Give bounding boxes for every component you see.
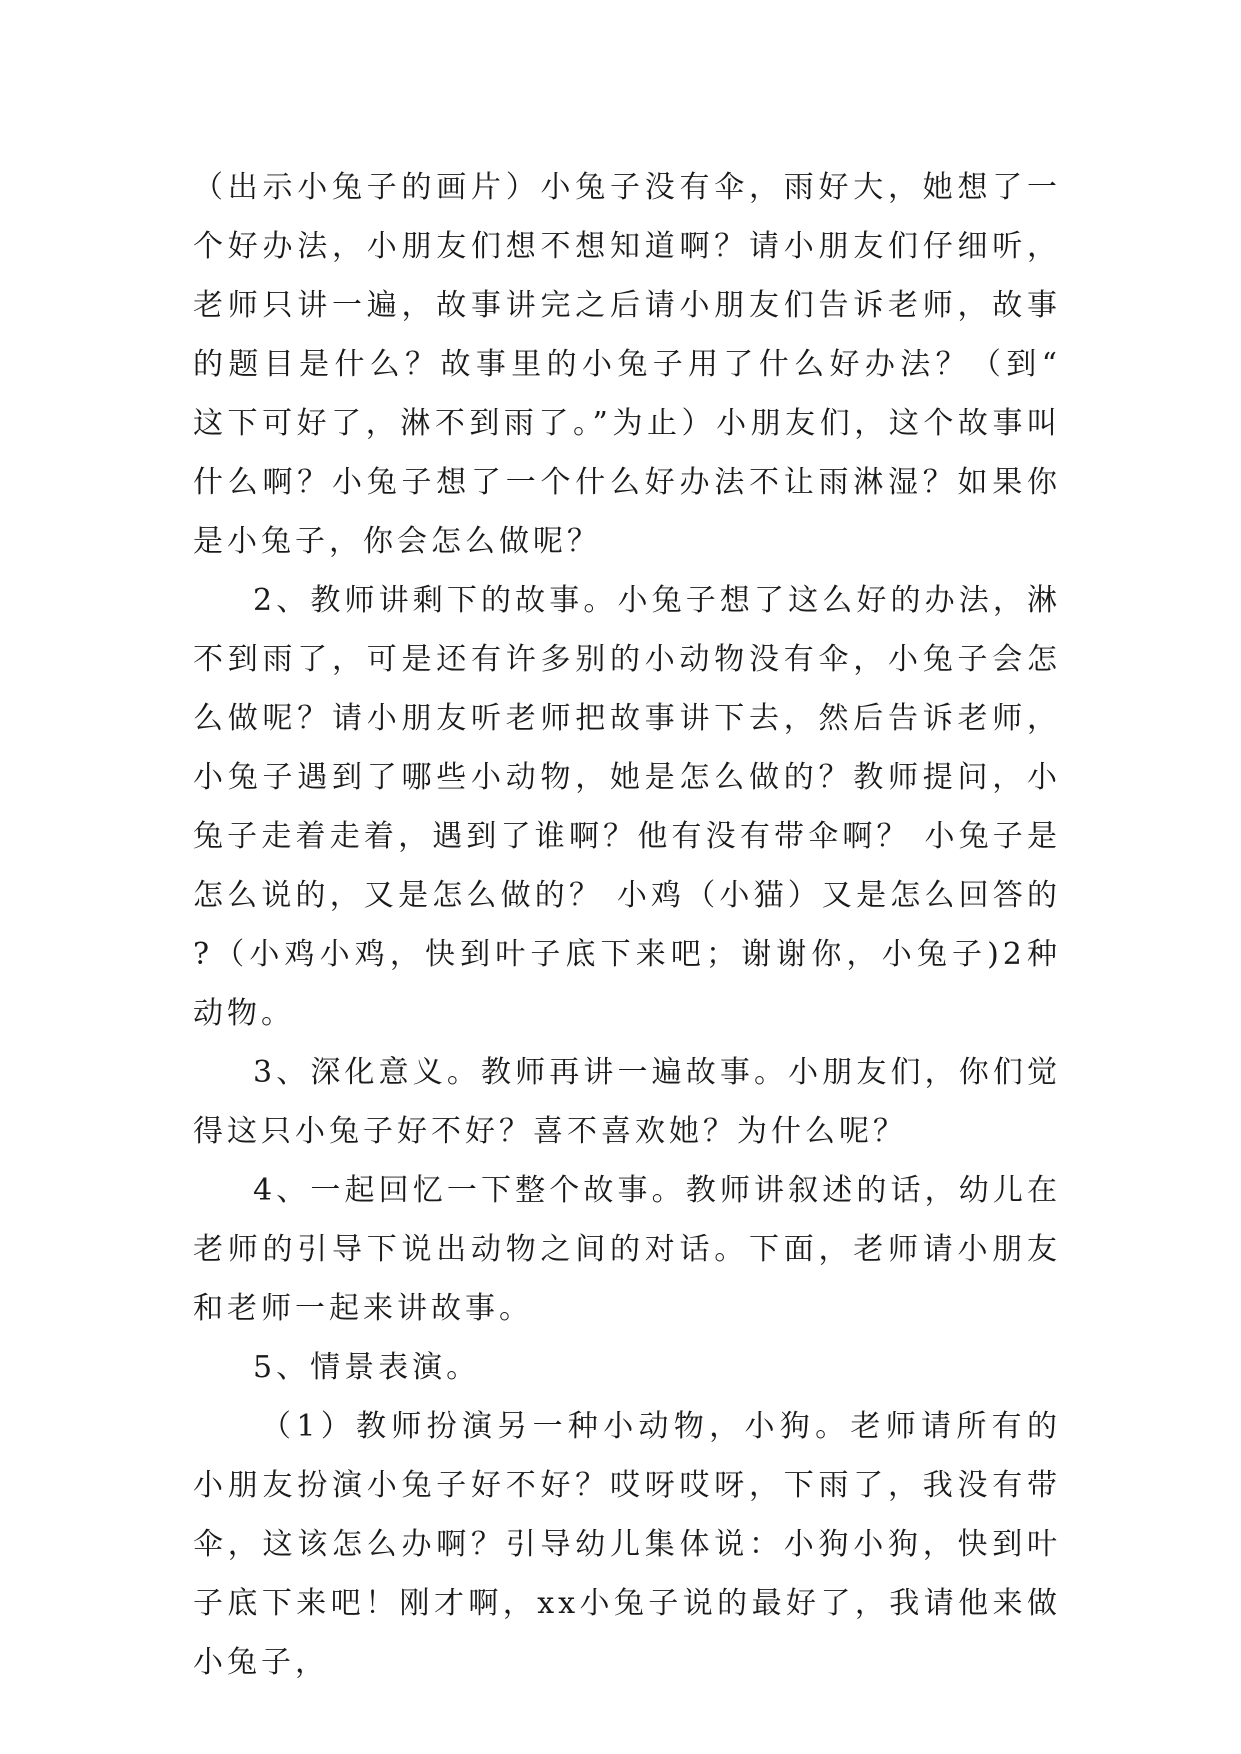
- paragraph-step-5: 5、情景表演。: [253, 1350, 481, 1385]
- paragraph-story-intro: （出示小兔子的画片）小兔子没有伞，雨好大，她想了一个好办法，小朋友们想不想知道啊？请小朋友们仔细听，老师只讲一遍，故事讲完之后请小朋友们告诉老师，故事的题目是什么？故事里的小兔子用了什么好办法？（到“这下可好了，淋不到雨了。”为止）小朋友们，这个故事叫什么啊？小兔子想了一个什么好办法不让雨淋湿？如果你是小兔子，你会怎么做呢？: [193, 170, 1061, 559]
- paragraph-step-3: 3、深化意义。教师再讲一遍故事。小朋友们，你们觉得这只小兔子好不好？喜不喜欢她？为什么呢？: [193, 1055, 1061, 1149]
- paragraph-step-5-1: （1）教师扮演另一种小动物，小狗。老师请所有的小朋友扮演小兔子好不好？哎呀哎呀，下雨了，我没有带伞，这该怎么办啊？引导幼儿集体说：小狗小狗，快到叶子底下来吧！刚才啊，xx小兔子说的最好了，我请他来做小兔子，: [193, 1409, 1061, 1680]
- paragraph-step-4: 4、一起回忆一下整个故事。教师讲叙述的话，幼儿在老师的引导下说出动物之间的对话。下面，老师请小朋友和老师一起来讲故事。: [193, 1173, 1061, 1326]
- paragraph-step-2: 2、教师讲剩下的故事。小兔子想了这么好的办法，淋不到雨了，可是还有许多别的小动物没有伞，小兔子会怎么做呢？请小朋友听老师把故事讲下去，然后告诉老师，小兔子遇到了哪些小动物，她是怎么做的？教师提问，小兔子走着走着，遇到了谁啊？他有没有带伞啊？ 小兔子是怎么说的，又是怎么做的？ 小鸡（小猫）又是怎么回答的?（小鸡小鸡，快到叶子底下来吧；谢谢你，小兔子)2种动物。: [193, 583, 1061, 1031]
- body-text: [193, 158, 1061, 1692]
